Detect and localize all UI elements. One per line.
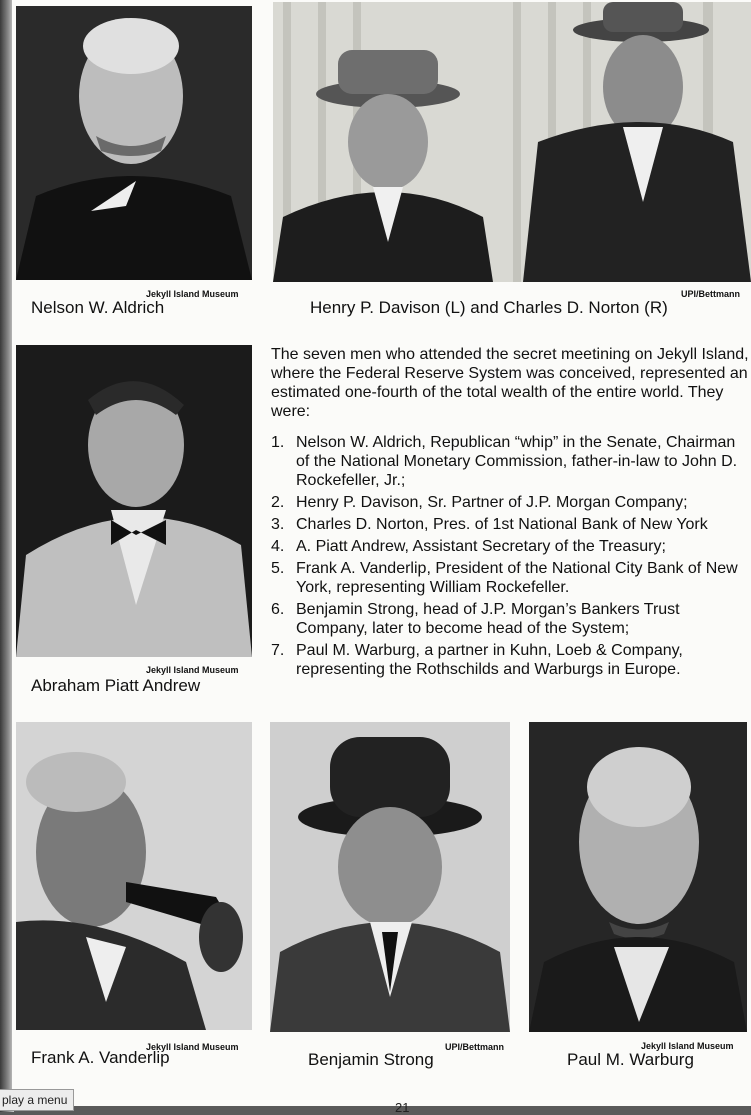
caption-strong: Benjamin Strong [308, 1050, 434, 1069]
credit-aldrich: Jekyll Island Museum [146, 289, 239, 299]
photo-benjamin-strong [270, 722, 510, 1032]
list-item [271, 433, 751, 490]
caption-warburg: Paul M. Warburg [567, 1050, 694, 1069]
article-text [271, 345, 751, 682]
list-number: 4. [271, 538, 285, 555]
caption-davison-norton: Henry P. Davison (L) and Charles D. Norton (R) [310, 298, 668, 317]
member-list [271, 433, 751, 679]
list-number: 1. [271, 434, 285, 451]
photo-davison-norton [273, 2, 751, 282]
list-text: A. Piatt Andrew, Assistant Secretary of the Treasury; [296, 538, 666, 555]
list-number: 7. [271, 642, 285, 659]
list-item [271, 493, 751, 512]
list-number: 5. [271, 560, 285, 577]
list-item [271, 641, 751, 679]
list-number: 2. [271, 494, 285, 511]
list-item [271, 559, 751, 597]
list-item [271, 537, 751, 556]
caption-aldrich: Nelson W. Aldrich [31, 298, 165, 317]
list-text: Frank A. Vanderlip, President of the National City Bank of New York, representing William Rockefeller. [296, 560, 738, 596]
list-number: 3. [271, 516, 285, 533]
credit-vanderlip: Jekyll Island Museum [146, 1042, 239, 1052]
list-text: Nelson W. Aldrich, Republican “whip” in the Senate, Chairman of the National Monetary Commission, father-in-law to John D. Rockefeller, Jr.; [296, 434, 738, 489]
credit-davison-norton: UPI/Bettmann [681, 289, 741, 299]
credit-andrew: Jekyll Island Museum [146, 665, 239, 675]
list-text: Paul M. Warburg, a partner in Kuhn, Loeb & Company, representing the Rothschilds and Warburgs in Europe. [296, 642, 683, 678]
list-item [271, 600, 751, 638]
menu-tooltip[interactable]: play a menu [0, 1089, 74, 1111]
list-text: Henry P. Davison, Sr. Partner of J.P. Morgan Company; [296, 494, 688, 511]
caption-vanderlip: Frank A. Vanderlip [31, 1048, 170, 1067]
list-number: 6. [271, 601, 285, 618]
page-number: 21 [395, 1100, 410, 1115]
caption-andrew: Abraham Piatt Andrew [31, 676, 201, 695]
photo-abraham-piatt-andrew [16, 345, 252, 657]
intro-paragraph: The seven men who attended the secret meetining on Jekyll Island, where the Federal Reserve System was conceived, represented an estimated one-fourth of the total wealth of the entire world. They were: [271, 346, 749, 420]
list-text: Benjamin Strong, head of J.P. Morgan’s Bankers Trust Company, later to become head of the System; [296, 601, 680, 637]
list-text: Charles D. Norton, Pres. of 1st National Bank of New York [296, 516, 708, 533]
photo-nelson-aldrich [16, 6, 252, 280]
credit-strong: UPI/Bettmann [445, 1042, 505, 1052]
photo-paul-warburg [529, 722, 747, 1032]
photo-frank-vanderlip [16, 722, 252, 1030]
credit-warburg: Jekyll Island Museum [641, 1041, 734, 1051]
list-item [271, 515, 751, 534]
